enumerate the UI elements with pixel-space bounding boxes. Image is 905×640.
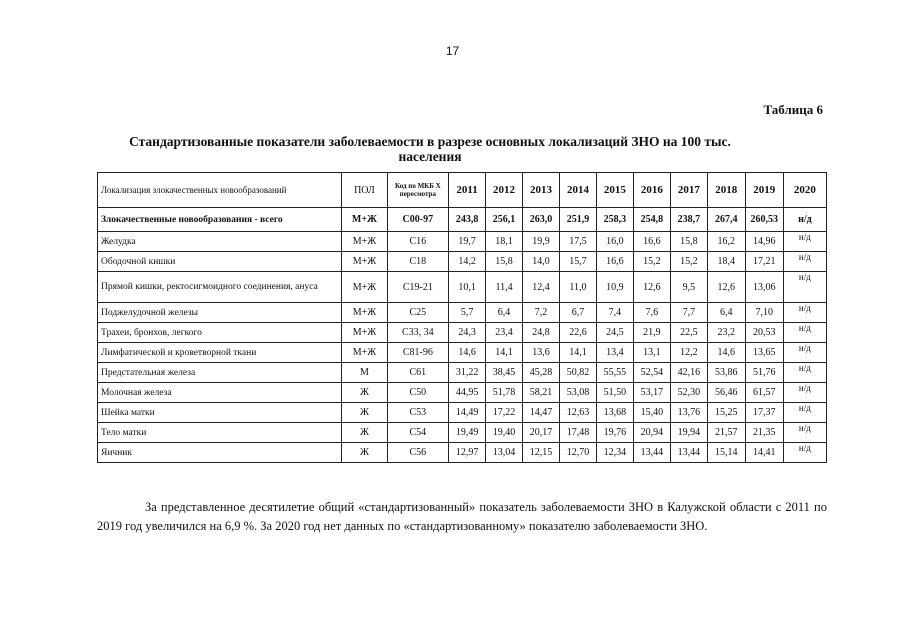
- value-cell: 14,96: [745, 232, 783, 252]
- value-cell: н/д: [783, 252, 826, 272]
- value-cell: 44,95: [449, 383, 486, 403]
- header-localization: Локализация злокачественных новообразований: [98, 173, 342, 208]
- value-cell: 15,8: [486, 252, 523, 272]
- value-cell: н/д: [783, 443, 826, 463]
- value-cell: 22,5: [670, 323, 707, 343]
- sex-cell: М+Ж: [342, 232, 387, 252]
- value-cell: 13,06: [745, 272, 783, 303]
- table-row: [98, 383, 827, 403]
- value-cell: 11,4: [486, 272, 523, 303]
- header-year: 2011: [449, 173, 486, 208]
- value-cell: 15,7: [559, 252, 596, 272]
- value-cell: 267,4: [707, 208, 745, 232]
- localization-cell: Желудка: [98, 232, 342, 252]
- header-year: 2020: [783, 173, 826, 208]
- value-cell: 19,9: [523, 232, 560, 252]
- value-cell: 42,16: [670, 363, 707, 383]
- value-cell: 52,54: [633, 363, 670, 383]
- value-cell: 19,94: [670, 423, 707, 443]
- header-year: 2013: [523, 173, 560, 208]
- value-cell: 45,28: [523, 363, 560, 383]
- value-cell: н/д: [783, 303, 826, 323]
- header-year: 2016: [633, 173, 670, 208]
- table-row: [98, 323, 827, 343]
- header-year: 2015: [596, 173, 633, 208]
- value-cell: 13,44: [670, 443, 707, 463]
- value-cell: 13,6: [523, 343, 560, 363]
- summary-paragraph: За представленное десятилетие общий «стандартизованный» показатель заболеваемости ЗНО в Калужской области с 2011 по 2019 год увеличился на 6,9 %. За 2020 год нет данных по «стандартизованному» показателю заболеваемости ЗНО.: [97, 500, 827, 533]
- value-cell: 58,21: [523, 383, 560, 403]
- code-cell: C33, 34: [387, 323, 449, 343]
- table-row: [98, 423, 827, 443]
- incidence-table: [97, 172, 827, 463]
- table-row: [98, 208, 827, 232]
- table-label: Таблица 6: [763, 102, 823, 117]
- value-cell: н/д: [783, 208, 826, 232]
- code-cell: C16: [387, 232, 449, 252]
- value-cell: н/д: [783, 403, 826, 423]
- value-cell: н/д: [783, 272, 826, 303]
- header-year: 2012: [486, 173, 523, 208]
- value-cell: 254,8: [633, 208, 670, 232]
- value-cell: 21,9: [633, 323, 670, 343]
- value-cell: 7,7: [670, 303, 707, 323]
- value-cell: 24,5: [596, 323, 633, 343]
- value-cell: 15,14: [707, 443, 745, 463]
- value-cell: 16,0: [596, 232, 633, 252]
- table-row: [98, 272, 827, 303]
- value-cell: 20,53: [745, 323, 783, 343]
- code-cell: C00-97: [387, 208, 449, 232]
- value-cell: 15,25: [707, 403, 745, 423]
- sex-cell: М: [342, 363, 387, 383]
- localization-cell: Молочная железа: [98, 383, 342, 403]
- localization-cell: Трахеи, бронхов, легкого: [98, 323, 342, 343]
- value-cell: 5,7: [449, 303, 486, 323]
- value-cell: 14,49: [449, 403, 486, 423]
- value-cell: 13,65: [745, 343, 783, 363]
- sex-cell: М+Ж: [342, 272, 387, 303]
- table-row: [98, 232, 827, 252]
- value-cell: 10,9: [596, 272, 633, 303]
- value-cell: 21,35: [745, 423, 783, 443]
- value-cell: 12,63: [559, 403, 596, 423]
- value-cell: 7,10: [745, 303, 783, 323]
- value-cell: 51,50: [596, 383, 633, 403]
- sex-cell: Ж: [342, 403, 387, 423]
- value-cell: 50,82: [559, 363, 596, 383]
- table-header-row: [98, 173, 827, 208]
- value-cell: 16,6: [633, 232, 670, 252]
- code-cell: C61: [387, 363, 449, 383]
- value-cell: 13,4: [596, 343, 633, 363]
- table-body: [98, 208, 827, 463]
- localization-cell: Прямой кишки, ректосигмоидного соединения, ануса: [98, 272, 342, 303]
- table-title: Стандартизованные показатели заболеваемости в разрезе основных локализаций ЗНО на 100 тыс. населения: [129, 134, 731, 164]
- value-cell: 12,97: [449, 443, 486, 463]
- code-cell: C50: [387, 383, 449, 403]
- header-year: 2018: [707, 173, 745, 208]
- table-row: [98, 303, 827, 323]
- sex-cell: М+Ж: [342, 343, 387, 363]
- value-cell: 52,30: [670, 383, 707, 403]
- table-row: [98, 443, 827, 463]
- value-cell: 17,48: [559, 423, 596, 443]
- value-cell: 12,6: [707, 272, 745, 303]
- value-cell: 23,4: [486, 323, 523, 343]
- header-year: 2019: [745, 173, 783, 208]
- value-cell: 263,0: [523, 208, 560, 232]
- value-cell: 13,76: [670, 403, 707, 423]
- value-cell: 258,3: [596, 208, 633, 232]
- sex-cell: Ж: [342, 443, 387, 463]
- value-cell: 14,1: [486, 343, 523, 363]
- value-cell: 56,46: [707, 383, 745, 403]
- sex-cell: Ж: [342, 383, 387, 403]
- value-cell: н/д: [783, 323, 826, 343]
- value-cell: 11,0: [559, 272, 596, 303]
- table-row: [98, 252, 827, 272]
- value-cell: 7,2: [523, 303, 560, 323]
- page-number: 17: [445, 44, 460, 58]
- value-cell: 14,41: [745, 443, 783, 463]
- value-cell: 15,2: [633, 252, 670, 272]
- value-cell: 23,2: [707, 323, 745, 343]
- value-cell: 243,8: [449, 208, 486, 232]
- value-cell: 17,21: [745, 252, 783, 272]
- value-cell: 16,2: [707, 232, 745, 252]
- localization-cell: Тело матки: [98, 423, 342, 443]
- value-cell: 53,86: [707, 363, 745, 383]
- value-cell: 256,1: [486, 208, 523, 232]
- value-cell: 13,68: [596, 403, 633, 423]
- localization-cell: Предстательная железа: [98, 363, 342, 383]
- value-cell: 51,78: [486, 383, 523, 403]
- value-cell: 15,2: [670, 252, 707, 272]
- value-cell: 18,4: [707, 252, 745, 272]
- localization-cell: Ободочной кишки: [98, 252, 342, 272]
- value-cell: 24,8: [523, 323, 560, 343]
- value-cell: 19,7: [449, 232, 486, 252]
- value-cell: 14,47: [523, 403, 560, 423]
- localization-cell: Яичник: [98, 443, 342, 463]
- code-cell: C81-96: [387, 343, 449, 363]
- value-cell: 14,6: [707, 343, 745, 363]
- value-cell: 17,5: [559, 232, 596, 252]
- table-row: [98, 343, 827, 363]
- table-row: [98, 403, 827, 423]
- value-cell: 61,57: [745, 383, 783, 403]
- value-cell: 20,17: [523, 423, 560, 443]
- code-cell: C25: [387, 303, 449, 323]
- value-cell: 51,76: [745, 363, 783, 383]
- value-cell: 15,40: [633, 403, 670, 423]
- value-cell: 19,40: [486, 423, 523, 443]
- header-year: 2014: [559, 173, 596, 208]
- value-cell: 19,76: [596, 423, 633, 443]
- value-cell: 13,04: [486, 443, 523, 463]
- value-cell: 7,6: [633, 303, 670, 323]
- value-cell: 12,34: [596, 443, 633, 463]
- code-cell: C54: [387, 423, 449, 443]
- code-cell: C53: [387, 403, 449, 423]
- localization-cell: Злокачественные новообразования - всего: [98, 208, 342, 232]
- value-cell: 6,4: [486, 303, 523, 323]
- value-cell: 260,53: [745, 208, 783, 232]
- value-cell: 21,57: [707, 423, 745, 443]
- value-cell: н/д: [783, 232, 826, 252]
- value-cell: н/д: [783, 343, 826, 363]
- value-cell: 238,7: [670, 208, 707, 232]
- value-cell: 38,45: [486, 363, 523, 383]
- sex-cell: М+Ж: [342, 323, 387, 343]
- value-cell: 24,3: [449, 323, 486, 343]
- value-cell: 14,1: [559, 343, 596, 363]
- value-cell: 9,5: [670, 272, 707, 303]
- value-cell: н/д: [783, 363, 826, 383]
- value-cell: 6,4: [707, 303, 745, 323]
- header-sex: ПОЛ: [342, 173, 387, 208]
- value-cell: 14,0: [523, 252, 560, 272]
- sex-cell: М+Ж: [342, 208, 387, 232]
- localization-cell: Шейка матки: [98, 403, 342, 423]
- value-cell: 17,37: [745, 403, 783, 423]
- value-cell: 55,55: [596, 363, 633, 383]
- value-cell: 17,22: [486, 403, 523, 423]
- value-cell: 12,2: [670, 343, 707, 363]
- value-cell: 12,6: [633, 272, 670, 303]
- value-cell: 13,1: [633, 343, 670, 363]
- localization-cell: Лимфатической и кроветворной ткани: [98, 343, 342, 363]
- header-code: Код по МКБ X пересмотра: [387, 173, 449, 208]
- value-cell: 12,4: [523, 272, 560, 303]
- value-cell: 19,49: [449, 423, 486, 443]
- table-row: [98, 363, 827, 383]
- value-cell: 12,15: [523, 443, 560, 463]
- value-cell: 53,17: [633, 383, 670, 403]
- value-cell: 15,8: [670, 232, 707, 252]
- value-cell: 22,6: [559, 323, 596, 343]
- code-cell: C56: [387, 443, 449, 463]
- value-cell: 7,4: [596, 303, 633, 323]
- code-cell: C18: [387, 252, 449, 272]
- value-cell: 14,2: [449, 252, 486, 272]
- value-cell: 13,44: [633, 443, 670, 463]
- value-cell: 53,08: [559, 383, 596, 403]
- value-cell: 18,1: [486, 232, 523, 252]
- value-cell: 16,6: [596, 252, 633, 272]
- localization-cell: Поджелудочной железы: [98, 303, 342, 323]
- value-cell: 14,6: [449, 343, 486, 363]
- header-year: 2017: [670, 173, 707, 208]
- value-cell: 20,94: [633, 423, 670, 443]
- sex-cell: М+Ж: [342, 252, 387, 272]
- code-cell: C19-21: [387, 272, 449, 303]
- value-cell: 10,1: [449, 272, 486, 303]
- sex-cell: М+Ж: [342, 303, 387, 323]
- value-cell: 6,7: [559, 303, 596, 323]
- value-cell: 251,9: [559, 208, 596, 232]
- value-cell: н/д: [783, 423, 826, 443]
- sex-cell: Ж: [342, 423, 387, 443]
- value-cell: 12,70: [559, 443, 596, 463]
- value-cell: н/д: [783, 383, 826, 403]
- value-cell: 31,22: [449, 363, 486, 383]
